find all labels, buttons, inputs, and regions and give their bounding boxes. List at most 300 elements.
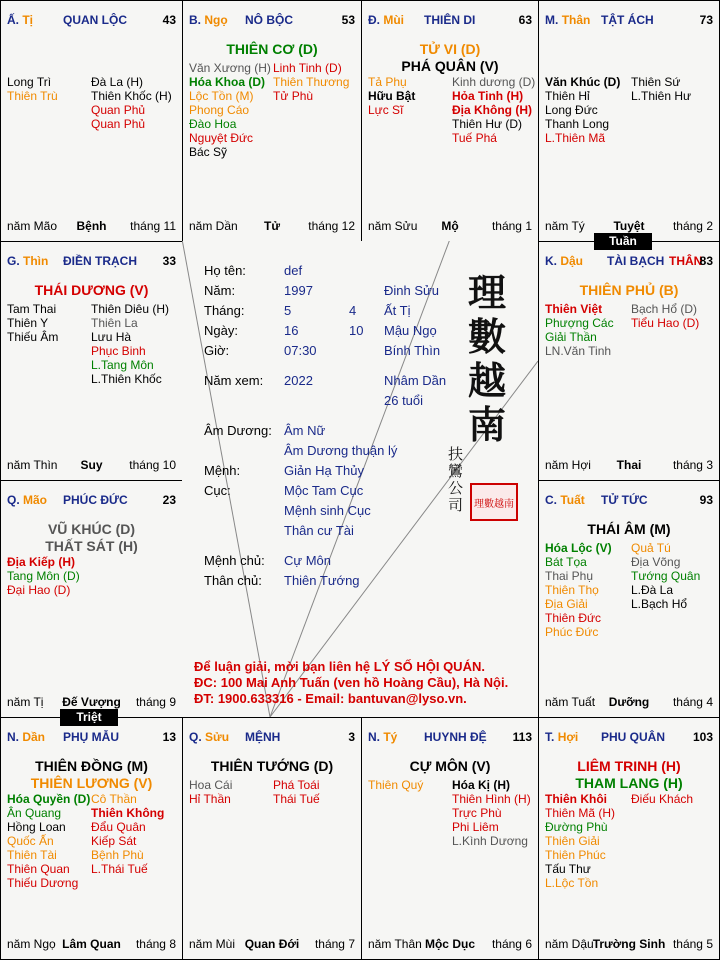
value-ho-ten: def (284, 263, 303, 278)
palace-state: Suy (80, 458, 103, 472)
major-star: THIÊN LƯƠNG (V) (30, 775, 153, 791)
minor-stars-right (631, 792, 693, 806)
minor-star: Thiên Hư (D) (452, 117, 523, 131)
palace-header (189, 13, 355, 29)
minor-star: Đào Hoa (189, 117, 237, 131)
minor-star: Thiếu Dương (7, 876, 79, 890)
value-thang-canchi: Ất Tị (384, 303, 411, 318)
minor-stars-right (91, 792, 164, 876)
label-ngay: Ngày: (204, 323, 238, 338)
palace-year: năm Ngọ (7, 937, 56, 951)
minor-star: Thanh Long (545, 117, 610, 131)
palace-can: N. (368, 730, 380, 744)
palace-name: TỬ TỨC (601, 493, 648, 507)
triet-badge: Triệt (60, 709, 118, 726)
value-gio-canchi: Bính Thìn (384, 343, 441, 358)
palace-chi: Mão (23, 493, 48, 507)
palace-number: 13 (162, 730, 176, 744)
minor-star: Thiên Hình (H) (452, 792, 531, 806)
palace-can: M. (545, 13, 559, 27)
palace-name: PHU QUÂN (601, 730, 666, 744)
palace-month: tháng 11 (130, 219, 176, 233)
value-than-chu: Thiên Tướng (284, 573, 360, 588)
palace-number: 3 (348, 730, 355, 744)
minor-star: Điếu Khách (631, 792, 694, 806)
minor-star: Thiên Diêu (H) (91, 302, 170, 316)
palace-branch (545, 13, 590, 27)
palace-branch (7, 730, 45, 744)
palace-header (7, 254, 176, 270)
tuan-badge: Tuần (594, 233, 652, 250)
label-thang: Tháng: (204, 303, 245, 318)
palace-tuat (538, 480, 720, 718)
minor-stars-left (545, 75, 620, 145)
minor-star: L.Kình Dương (452, 834, 528, 848)
minor-star: Thiên Hỉ (545, 89, 590, 103)
minor-star: Tang Môn (D) (7, 569, 80, 583)
palace-number: 113 (512, 730, 532, 744)
palace-can: N. (7, 730, 19, 744)
major-star: THIÊN ĐỒNG (M) (35, 758, 148, 774)
minor-star: Bạch Hổ (D) (631, 302, 698, 316)
minor-star: Hỉ Thần (189, 792, 231, 806)
minor-star: Ân Quang (7, 806, 62, 820)
palace-number: 33 (162, 254, 176, 268)
palace-state: Trường Sinh (592, 937, 666, 951)
value-nam-xem: 2022 (284, 373, 313, 388)
palace-number: 83 (699, 254, 713, 268)
palace-header (368, 730, 532, 746)
minor-star: Hữu Bật (368, 89, 416, 103)
minor-star: Cô Thần (91, 792, 137, 806)
major-stars (183, 41, 361, 58)
palace-branch (7, 493, 47, 507)
value-cuc: Mộc Tam Cục (284, 483, 364, 498)
palace-branch (545, 254, 583, 268)
palace-suu (182, 717, 362, 960)
minor-stars-right (273, 61, 349, 103)
minor-star: Nguyệt Đức (189, 131, 254, 145)
palace-branch (368, 13, 404, 27)
major-stars (539, 758, 719, 792)
minor-star: Thiên Thọ (545, 583, 599, 597)
palace-thin (0, 241, 183, 481)
value-menh: Giản Hạ Thủy (284, 463, 364, 478)
red-seal-stamp (470, 483, 518, 521)
palace-than (538, 0, 720, 242)
minor-stars-left (545, 541, 612, 639)
minor-stars-right (631, 75, 691, 103)
calligraphy-title (468, 271, 512, 447)
major-star: THIÊN CƠ (D) (226, 41, 318, 57)
minor-star: Địa Giải (545, 597, 588, 611)
palace-footer (545, 937, 713, 951)
major-stars (1, 282, 182, 299)
palace-branch (189, 13, 228, 27)
minor-star: Kiếp Sát (91, 834, 137, 848)
palace-month: tháng 12 (308, 219, 355, 233)
minor-star: Thiên Quan (7, 862, 70, 876)
major-star: THAM LANG (H) (575, 775, 683, 791)
minor-star: L.Bạch Hổ (631, 597, 688, 611)
palace-can: C. (545, 493, 557, 507)
callig-char-3: 越 (468, 358, 507, 403)
value-ngay-am: 10 (349, 323, 364, 338)
palace-branch (545, 730, 578, 744)
major-star: THIÊN PHỦ (B) (579, 282, 679, 298)
palace-header (189, 730, 355, 746)
palace-year: năm Mão (7, 219, 58, 233)
palace-footer (189, 219, 355, 233)
major-star: THÁI ÂM (M) (587, 521, 671, 537)
palace-year: năm Mùi (189, 937, 236, 951)
value-ngay-canchi: Mậu Ngọ (384, 323, 437, 338)
label-nam-xem: Năm xem: (204, 373, 264, 388)
minor-star: Văn Xương (H) (189, 61, 271, 75)
palace-month: tháng 2 (672, 219, 713, 233)
palace-number: 63 (518, 13, 532, 27)
minor-star: Tấu Thư (545, 862, 591, 876)
minor-star: Văn Khúc (D) (545, 75, 621, 89)
minor-star: Thiên Sứ (631, 75, 681, 89)
value-nam: 1997 (284, 283, 313, 298)
palace-chi: Hợi (557, 730, 579, 744)
callig-small-3: 公 (448, 479, 464, 497)
minor-star: L.Thiên Hư (631, 89, 692, 103)
palace-can: Đ. (368, 13, 380, 27)
minor-star: Quả Tú (631, 541, 671, 555)
palace-year: năm Tý (545, 219, 585, 233)
palace-name: MỆNH (245, 730, 281, 744)
palace-year: năm Hợi (545, 458, 591, 472)
palace-header (545, 254, 713, 270)
minor-stars-left (189, 61, 271, 159)
minor-star: Thiên Không (91, 806, 165, 820)
minor-stars-right (273, 778, 320, 806)
minor-star: Long Đức (545, 103, 598, 117)
palace-can: T. (545, 730, 555, 744)
palace-branch (368, 730, 397, 744)
palace-name: PHÚC ĐỨC (63, 493, 128, 507)
palace-month: tháng 4 (672, 695, 713, 709)
palace-number: 53 (341, 13, 355, 27)
palace-can: K. (545, 254, 557, 268)
minor-star: L.Thiên Mã (545, 131, 606, 145)
major-stars (362, 41, 538, 75)
label-ho-ten: Họ tên: (204, 263, 246, 278)
palace-number: 23 (162, 493, 176, 507)
seal-text: 理數越南 (474, 498, 514, 510)
minor-star: Thiên Khốc (H) (91, 89, 172, 103)
palace-than-marker: THÂN (669, 254, 703, 268)
palace-month: tháng 5 (672, 937, 713, 951)
palace-mui (361, 0, 539, 242)
minor-star: Tướng Quân (631, 569, 701, 583)
palace-chi: Sửu (205, 730, 230, 744)
major-star: VŨ KHÚC (D) (47, 521, 136, 537)
minor-star: Tử Phù (273, 89, 314, 103)
palace-footer (368, 937, 532, 951)
palace-dau (538, 241, 720, 481)
value-ngay: 16 (284, 323, 299, 338)
major-star: TỬ VI (D) (419, 41, 481, 57)
minor-star: Đà La (H) (91, 75, 144, 89)
contact-line-2: ĐC: 100 Mai Anh Tuấn (ven hồ Hoàng Cầu), Hà Nội. (194, 675, 509, 690)
major-star: CỰ MÔN (V) (409, 758, 491, 774)
palace-can: Q. (189, 730, 202, 744)
major-star: LIÊM TRINH (H) (577, 758, 681, 774)
major-stars (539, 521, 719, 538)
minor-star: Thiên Thương (273, 75, 350, 89)
palace-footer (7, 695, 176, 709)
palace-month: tháng 1 (491, 219, 532, 233)
palace-ty (0, 0, 183, 242)
major-star: PHÁ QUÂN (V) (401, 58, 499, 74)
minor-star: Hóa Lộc (V) (545, 541, 612, 555)
palace-chi: Thìn (23, 254, 49, 268)
palace-number: 103 (692, 730, 713, 744)
palace-year: năm Tị (7, 695, 44, 709)
palace-footer (545, 458, 713, 472)
minor-star: Đẩu Quân (91, 820, 146, 834)
label-gio: Giờ: (204, 343, 230, 358)
palace-footer (7, 937, 176, 951)
palace-number: 73 (699, 13, 713, 27)
major-stars (183, 758, 361, 775)
minor-star: Phục Binh (91, 344, 146, 358)
label-am-duong: Âm Dương: (204, 423, 272, 438)
minor-stars-left (368, 778, 423, 792)
palace-header (545, 13, 713, 29)
palace-can: G. (7, 254, 20, 268)
value-am-duong-2: Âm Dương thuận lý (284, 443, 398, 458)
minor-stars-left (7, 555, 80, 597)
major-star: THẤT SÁT (H) (45, 538, 138, 554)
palace-state: Đế Vượng (62, 695, 121, 709)
minor-star: Thai Phụ (545, 569, 594, 583)
major-star: THIÊN TƯỚNG (D) (210, 758, 334, 774)
palace-footer (7, 219, 176, 233)
palace-number: 93 (699, 493, 713, 507)
minor-star: Lộc Tồn (M) (189, 89, 254, 103)
minor-stars-right (452, 75, 535, 145)
minor-stars-right (91, 75, 172, 131)
palace-chi: Ngọ (204, 13, 228, 27)
minor-star: L.Thái Tuế (91, 862, 148, 876)
palace-state: Tử (263, 219, 281, 233)
minor-stars-left (7, 75, 58, 103)
palace-footer (545, 695, 713, 709)
minor-stars-left (545, 792, 615, 890)
minor-star: Đại Hao (D) (7, 583, 71, 597)
label-menh: Mệnh: (204, 463, 241, 478)
minor-star: Quan Phủ (91, 117, 146, 131)
palace-name: HUYNH ĐỆ (424, 730, 487, 744)
value-thang: 5 (284, 303, 292, 318)
palace-month: tháng 7 (314, 937, 355, 951)
palace-chi: Tý (383, 730, 398, 744)
minor-star: Bác Sỹ (189, 145, 228, 159)
palace-mao (0, 480, 183, 718)
label-cuc: Cục: (204, 483, 231, 498)
minor-stars-right (631, 302, 699, 330)
minor-star: Địa Kiếp (H) (7, 555, 76, 569)
value-cuc-2: Mệnh sinh Cục (284, 503, 371, 518)
minor-stars-right (91, 302, 169, 386)
palace-ti (361, 717, 539, 960)
callig-char-1: 理 (468, 270, 507, 315)
callig-small-1: 扶 (448, 445, 464, 463)
value-am-duong: Âm Nữ (284, 423, 326, 438)
palace-header (7, 13, 176, 29)
minor-stars-left (189, 778, 232, 806)
minor-star: Tả Phụ (368, 75, 407, 89)
palace-name: TẬT ÁCH (601, 13, 654, 27)
minor-star: Hóa Khoa (D) (189, 75, 265, 89)
minor-stars-left (545, 302, 614, 358)
minor-stars-left (368, 75, 415, 117)
palace-name: QUAN LỘC (63, 13, 127, 27)
minor-star: Thiếu Âm (7, 330, 59, 344)
minor-stars-left (7, 302, 58, 344)
minor-star: Long Trì (7, 75, 52, 89)
palace-year: năm Thân (368, 937, 422, 951)
minor-star: Hồng Loan (7, 820, 66, 834)
palace-branch (189, 730, 229, 744)
contact-line-3: ĐT: 1900.633316 - Email: bantuvan@lyso.vn. (194, 691, 467, 706)
minor-star: Thái Tuế (273, 792, 320, 806)
palace-month: tháng 3 (672, 458, 713, 472)
callig-small-2: 鸞 (448, 462, 464, 480)
minor-stars-right (452, 778, 531, 848)
minor-star: Linh Tinh (D) (273, 61, 342, 75)
palace-dan (0, 717, 183, 960)
minor-star: LN.Văn Tinh (545, 344, 612, 358)
minor-star: L.Tang Môn (91, 358, 154, 372)
value-tuoi: 26 tuổi (384, 393, 424, 408)
palace-state: Lâm Quan (62, 937, 121, 951)
palace-state: Tuyệt (613, 219, 645, 233)
palace-state: Quan Đới (244, 937, 300, 951)
minor-star: L.Đà La (631, 583, 674, 597)
minor-star: Thiên Quý (368, 778, 424, 792)
minor-star: Thiên Tài (7, 848, 57, 862)
palace-year: năm Sửu (368, 219, 418, 233)
callig-char-2: 數 (468, 314, 507, 359)
palace-footer (545, 219, 713, 233)
label-menh-chu: Mệnh chủ: (204, 553, 265, 568)
minor-star: Địa Võng (631, 555, 681, 569)
major-stars (362, 758, 538, 775)
palace-state: Mộc Dục (424, 937, 475, 951)
palace-footer (7, 458, 176, 472)
palace-month: tháng 8 (135, 937, 176, 951)
minor-star: Tiểu Hao (D) (631, 316, 700, 330)
palace-chi: Tị (22, 13, 34, 27)
value-gio: 07:30 (284, 343, 317, 358)
minor-star: Hỏa Tinh (H) (452, 89, 524, 103)
palace-footer (189, 937, 355, 951)
minor-star: Kinh dương (D) (452, 75, 536, 89)
minor-star: Bát Tọa (545, 555, 587, 569)
palace-state: Thai (616, 458, 642, 472)
palace-name: ĐIỀN TRẠCH (63, 254, 137, 268)
major-stars (1, 758, 182, 792)
major-stars (539, 282, 719, 299)
major-star: THÁI DƯƠNG (V) (34, 282, 149, 298)
calligraphy-small (448, 446, 468, 514)
label-nam: Năm: (204, 283, 236, 298)
value-menh-chu: Cự Môn (284, 553, 331, 568)
minor-star: Tuế Phá (452, 131, 497, 145)
minor-star: Thiên Đức (545, 611, 602, 625)
palace-name: THIÊN DI (424, 13, 476, 27)
palace-number: 43 (162, 13, 176, 27)
value-thang-am: 4 (349, 303, 357, 318)
palace-chi: Thân (561, 13, 591, 27)
palace-chi: Mùi (383, 13, 405, 27)
minor-star: Thiên Y (7, 316, 49, 330)
minor-star: Phượng Các (545, 316, 614, 330)
callig-char-4: 南 (468, 402, 507, 447)
minor-star: Lực Sĩ (368, 103, 404, 117)
palace-branch (7, 13, 33, 27)
palace-hoi (538, 717, 720, 960)
minor-star: Phong Cáo (189, 103, 250, 117)
contact-info (194, 659, 508, 707)
palace-can: Q. (7, 493, 20, 507)
palace-year: năm Dần (189, 219, 238, 233)
minor-star: Thiên La (91, 316, 138, 330)
palace-header (545, 493, 713, 509)
palace-can: Ấ. (7, 13, 19, 27)
value-cuc-3: Thân cư Tài (284, 523, 354, 538)
palace-year: năm Tuất (545, 695, 596, 709)
minor-star: Thiên Việt (545, 302, 603, 316)
palace-chi: Dậu (560, 254, 584, 268)
palace-month: tháng 6 (491, 937, 532, 951)
minor-star: Thiên Mã (H) (545, 806, 616, 820)
palace-month: tháng 9 (135, 695, 176, 709)
palace-header (545, 730, 713, 746)
callig-small-4: 司 (448, 496, 464, 514)
minor-star: Hóa Kị (H) (452, 778, 510, 792)
minor-star: Hoa Cái (189, 778, 233, 792)
minor-star: Thiên Phúc (545, 848, 606, 862)
minor-star: Thiên Trù (7, 89, 58, 103)
palace-name: PHỤ MẪU (63, 730, 119, 744)
minor-star: L.Lộc Tồn (545, 876, 599, 890)
minor-star: Tam Thai (7, 302, 57, 316)
minor-star: Quan Phủ (91, 103, 146, 117)
palace-header (7, 493, 176, 509)
minor-star: Lưu Hà (91, 330, 132, 344)
palace-year: năm Dậu (545, 937, 594, 951)
minor-star: Giải Thần (545, 330, 597, 344)
center-panel (182, 241, 538, 717)
palace-header (368, 13, 532, 29)
palace-chi: Dần (22, 730, 46, 744)
palace-state: Bệnh (76, 219, 107, 233)
palace-header (7, 730, 176, 746)
palace-chi: Tuất (560, 493, 585, 507)
value-nam-canchi: Đinh Sửu (384, 283, 439, 298)
palace-can: B. (189, 13, 201, 27)
palace-state: Mộ (441, 219, 459, 233)
minor-stars-left (7, 792, 90, 890)
minor-star: Phúc Đức (545, 625, 599, 639)
minor-star: Hóa Quyền (D) (7, 792, 91, 806)
